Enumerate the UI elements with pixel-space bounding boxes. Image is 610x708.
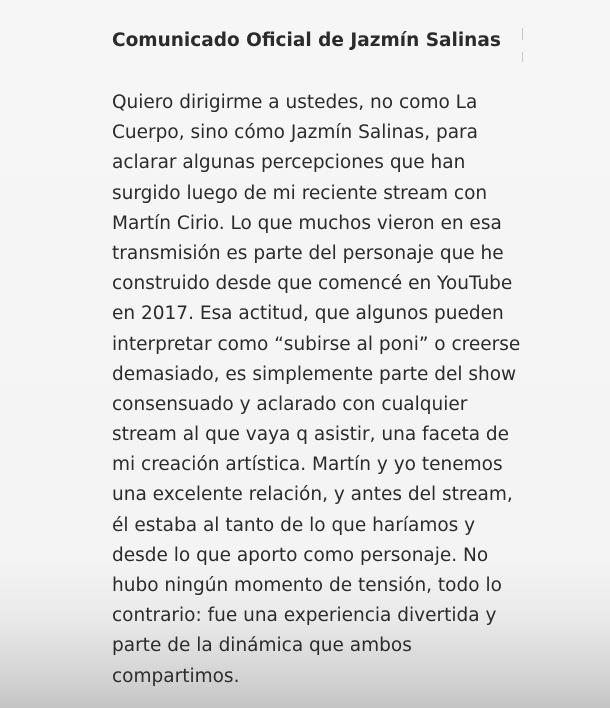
body-line: demasiado, es simplemente parte del show [112,363,517,385]
document-title: Comunicado Oficial de Jazmín Salinas [112,30,501,51]
body-line: mi creación artística. Martín y yo tenemos [112,454,503,476]
body-line: parte de la dinámica que ambos [112,635,412,657]
body-line: interpretar como “subirse al poni” o creerse [112,333,521,355]
body-line: surgido luego de mi reciente stream con [112,182,488,204]
body-line: él estaba al tanto de lo que haríamos y [112,514,476,536]
body-line: contrario: fue una experiencia divertida y [112,605,497,627]
body-line: Cuerpo, sino cómo Jazmín Salinas, para [112,122,478,144]
body-line: una excelente relación, y antes del stream, [112,484,513,506]
document-body [112,88,521,692]
body-line: consensuado y aclarado con cualquier [112,393,468,415]
edge-divider [522,28,523,40]
body-line: aclarar algunas percepciones que han [112,152,466,174]
body-line: en 2017. Esa actitud, que algunos pueden [112,303,504,325]
edge-divider [522,52,523,62]
body-line: transmisión es parte del personaje que he [112,242,504,264]
body-line: construido desde que comencé en YouTube [112,273,513,295]
body-line: hubo ningún momento de tensión, todo lo [112,575,502,596]
body-line: desde lo que aporto como personaje. No [112,544,489,566]
body-line: compartimos. [112,665,240,687]
body-line: Quiero dirigirme a ustedes, no como La [112,92,478,113]
body-line: stream al que vaya q asistir, una faceta de [112,424,510,446]
body-line: Martín Cirio. Lo que muchos vieron en esa [112,212,502,234]
